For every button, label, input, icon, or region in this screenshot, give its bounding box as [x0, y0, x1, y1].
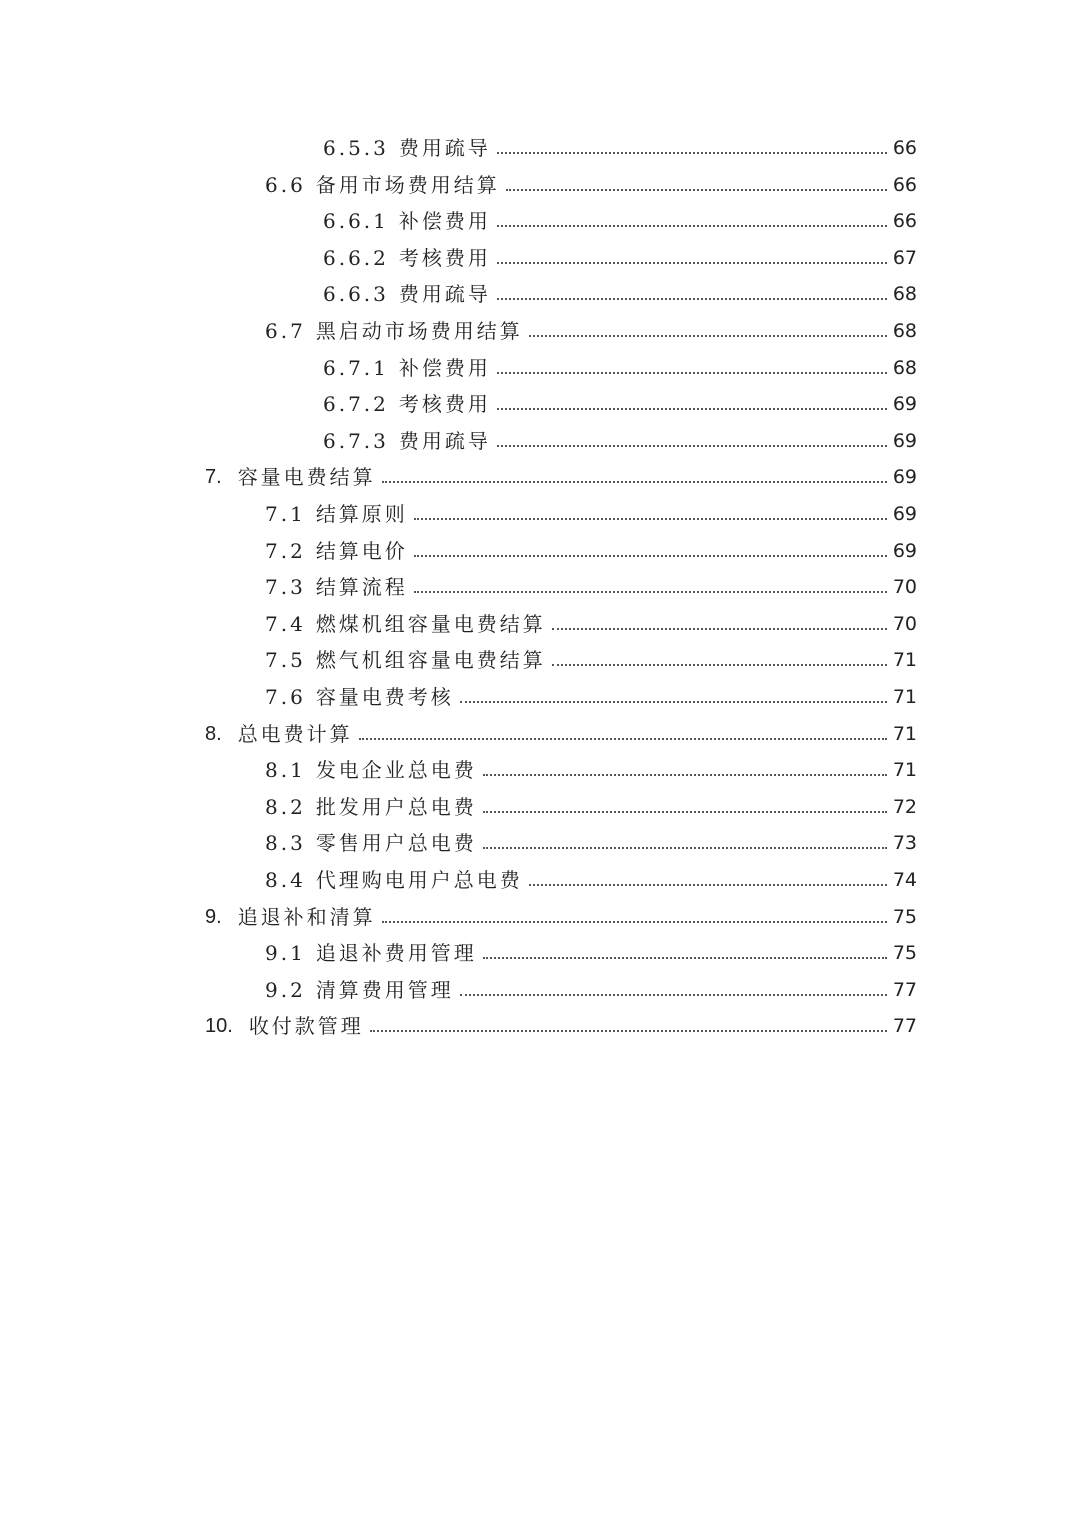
toc-entry-page: 66: [892, 210, 917, 233]
toc-entry-page: 68: [892, 356, 917, 379]
toc-entry-page: 69: [892, 539, 917, 562]
toc-entry-page: 75: [892, 905, 917, 928]
toc-leader-dots: [382, 480, 887, 483]
toc-entry-page: 67: [892, 246, 917, 269]
toc-entry-title: 备用市场费用结算: [315, 172, 500, 197]
toc-entry-title: 追退补费用管理: [315, 941, 477, 966]
toc-entry-number: 7.2: [265, 538, 306, 563]
toc-leader-dots: [414, 554, 887, 557]
toc-entry[interactable]: [265, 786, 917, 822]
toc-leader-dots: [497, 151, 887, 154]
toc-entry-page: 66: [892, 137, 917, 159]
toc-entry-number: 9.: [205, 905, 222, 928]
toc-entry[interactable]: [265, 749, 917, 785]
toc-entry-number: 8.3: [265, 831, 306, 856]
toc-entry[interactable]: [265, 310, 917, 346]
toc-leader-dots: [529, 334, 887, 337]
toc-entry-title: 结算流程: [315, 575, 408, 600]
toc-entry-page: 69: [892, 466, 917, 489]
toc-entry-page: 66: [892, 173, 917, 196]
toc-entry-page: 70: [892, 612, 917, 635]
toc-leader-dots: [382, 920, 887, 923]
toc-entry-title: 费用疏导: [398, 136, 491, 160]
toc-entry-number: 8.4: [265, 868, 306, 892]
toc-entry-number: 7.3: [265, 575, 306, 600]
toc-entry-number: 8.: [205, 722, 222, 745]
toc-entry-page: 68: [892, 283, 917, 306]
toc-entry-number: 6.5.3: [323, 136, 389, 160]
toc-entry-page: 71: [892, 649, 917, 672]
toc-leader-dots: [506, 188, 887, 191]
toc-leader-dots: [497, 444, 887, 447]
toc-leader-dots: [483, 810, 887, 813]
toc-leader-dots: [460, 993, 887, 996]
toc-entry[interactable]: [323, 200, 917, 236]
toc-entry[interactable]: [205, 713, 917, 749]
toc-entry-number: 7.5: [265, 648, 306, 673]
toc-entry-title: 燃气机组容量电费结算: [315, 648, 546, 673]
toc-entry-number: 9.1: [265, 941, 306, 966]
toc-entry-title: 代理购电用户总电费: [315, 868, 523, 892]
toc-entry[interactable]: [265, 822, 917, 858]
toc-entry-title: 发电企业总电费: [315, 758, 477, 783]
toc-entry-number: 6.6.2: [323, 245, 389, 270]
toc-entry-title: 补偿费用: [398, 355, 491, 380]
toc-entry-title: 黑启动市场费用结算: [315, 319, 523, 343]
toc-leader-dots: [529, 883, 887, 886]
toc-leader-dots: [497, 407, 887, 410]
toc-entry-title: 结算电价: [315, 538, 408, 563]
toc-entry[interactable]: [323, 127, 917, 163]
toc-entry-page: 68: [892, 320, 917, 342]
toc-entry-title: 批发用户总电费: [315, 794, 477, 819]
toc-entry[interactable]: [265, 530, 917, 566]
toc-entry[interactable]: [265, 676, 917, 712]
toc-entry-title: 结算原则: [315, 502, 408, 526]
toc-entry-number: 9.2: [265, 977, 306, 1002]
toc-entry-title: 收付款管理: [248, 1014, 364, 1039]
toc-entry[interactable]: [265, 164, 917, 200]
toc-leader-dots: [370, 1029, 887, 1032]
toc-entry-number: 7.1: [265, 502, 306, 526]
toc-entry-number: 6.7.2: [323, 392, 389, 417]
toc-entry[interactable]: [323, 383, 917, 419]
toc-entry-page: 72: [892, 795, 917, 818]
toc-entry[interactable]: [205, 1005, 917, 1041]
toc-leader-dots: [497, 371, 887, 374]
toc-entry[interactable]: [265, 639, 917, 675]
toc-entry-number: 6.6.3: [323, 282, 389, 307]
toc-entry-number: 7.: [205, 466, 222, 489]
toc-entry[interactable]: [323, 420, 917, 456]
toc-entry-number: 6.7: [265, 319, 306, 343]
toc-entry-page: 69: [892, 393, 917, 416]
toc-entry-number: 6.7.3: [323, 428, 389, 453]
toc-entry[interactable]: [265, 859, 917, 895]
toc-entry-title: 总电费计算: [237, 721, 353, 746]
toc-entry-number: 7.4: [265, 611, 306, 636]
toc-entry-page: 70: [892, 576, 917, 599]
toc-entry-title: 考核费用: [398, 392, 491, 417]
toc-entry-title: 燃煤机组容量电费结算: [315, 611, 546, 636]
toc-entry[interactable]: [323, 347, 917, 383]
toc-entry[interactable]: [323, 273, 917, 309]
toc-entry-number: 7.6: [265, 685, 306, 709]
toc-leader-dots: [483, 846, 887, 849]
toc-entry-title: 考核费用: [398, 245, 491, 270]
toc-leader-dots: [414, 590, 887, 593]
toc-entry-number: 6.6.1: [323, 209, 389, 234]
toc-entry-number: 8.1: [265, 758, 306, 783]
toc-entry-title: 零售用户总电费: [315, 831, 477, 856]
toc-entry-page: 75: [892, 942, 917, 965]
toc-entry-title: 费用疏导: [398, 428, 491, 453]
toc-leader-dots: [359, 737, 887, 740]
toc-leader-dots: [497, 297, 887, 300]
toc-entry-number: 6.6: [265, 172, 306, 197]
toc-entry-title: 费用疏导: [398, 282, 491, 307]
toc-entry-title: 清算费用管理: [315, 977, 454, 1002]
toc-entry-page: 69: [892, 503, 917, 525]
toc-leader-dots: [552, 663, 887, 666]
toc-leader-dots: [552, 627, 887, 630]
toc-entry-title: 追退补和清算: [237, 904, 376, 929]
toc-entry-page: 77: [892, 1015, 917, 1038]
toc-entry[interactable]: [265, 603, 917, 639]
toc-entry-title: 容量电费考核: [315, 685, 454, 709]
toc-leader-dots: [414, 517, 887, 520]
toc-leader-dots: [483, 956, 887, 959]
toc-entry[interactable]: [205, 896, 917, 932]
toc-entry-title: 补偿费用: [398, 209, 491, 234]
toc-entry[interactable]: [265, 932, 917, 968]
toc-entry-title: 容量电费结算: [237, 465, 376, 490]
toc-leader-dots: [497, 224, 887, 227]
toc-entry-page: 74: [892, 869, 917, 891]
toc-entry-number: 6.7.1: [323, 355, 389, 380]
toc-entry[interactable]: [265, 566, 917, 602]
toc-leader-dots: [497, 261, 887, 264]
toc-leader-dots: [460, 700, 887, 703]
toc-leader-dots: [483, 773, 887, 776]
toc-entry[interactable]: [205, 456, 917, 492]
toc-entry-page: 77: [892, 978, 917, 1001]
toc-entry[interactable]: [265, 493, 917, 529]
toc-entry-number: 10.: [205, 1015, 233, 1038]
toc-entry-page: 71: [892, 759, 917, 782]
toc-entry-page: 71: [892, 722, 917, 745]
toc-entry-page: 73: [892, 832, 917, 855]
toc-entry-number: 8.2: [265, 794, 306, 819]
toc-entry-page: 71: [892, 686, 917, 708]
toc-entry[interactable]: [323, 237, 917, 273]
toc-entry-page: 69: [892, 429, 917, 452]
toc-entry[interactable]: [265, 969, 917, 1005]
